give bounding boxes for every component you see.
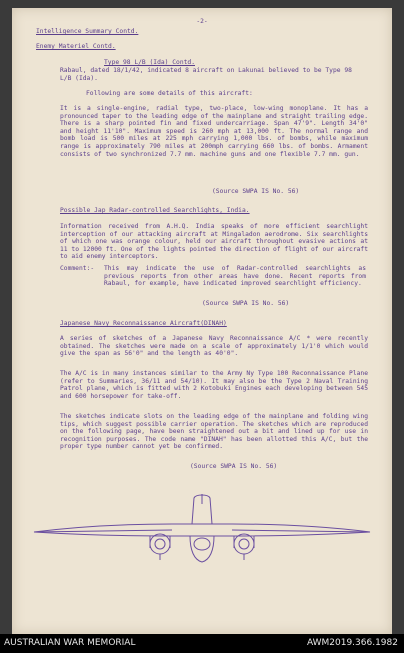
page-number: -2- <box>196 18 208 25</box>
archive-footer <box>0 634 404 653</box>
source-reference: (Source SWPA IS No. 56) <box>190 463 278 470</box>
document-page <box>12 8 392 634</box>
footer-accession-number: AWM2019.366.1982 <box>306 638 398 648</box>
details-lead-text: Following are some details of this aircraft: <box>86 90 253 97</box>
dinah-paragraph-1: A series of sketches of a Japanese Navy Reconnaissance A/C * were recently obtained. The sketches were made on a scale of approximately 1/1'0 which would give the span as 56'0" and the length as 40'0". <box>60 335 372 358</box>
searchlight-paragraph: Information received from A.H.Q. India speaks of more efficient searchlight interception of our attacking aircraft at Mingaladon aerodrome. Six searchlights of which one was orange colour, held our aircraft throughout evasive actions at 11 to 12000 ft. One of the lights pointed the direction of flight of our aircraft to aid enemy interceptors. <box>60 223 372 261</box>
comment-label: Comment:- <box>60 265 95 272</box>
aircraft-details-paragraph: It is a single-engine, radial type, two-place, low-wing monoplane. It has a pronounced taper to the leading edge of the mainplane and straight trailing edge. There is a sharp pointed fin and fixed undercarriage. Span 47'9". Length 34'0" and height 11'10". Maximum speed is 260 mph at 13,000 ft. The normal range and bomb load is 500 miles at 225 mph carrying 1,000 lbs. of bombs, while maximum range is approximately 790 miles at 200mph carrying 660 lbs. of bombs. Armament consists of two synchronized 7.7 mm. machine guns and one flexible 7.7 mm. gun. <box>60 105 372 158</box>
dinah-paragraph-2: The A/C is in many instances similar to the Army Ny Type 100 Reconnaissance Plane (refer to Summaries, 36/11 and 54/10). It may also be the Type 2 Naval Training Patrol plane, which is fitted with 2 Kotobuki Engines each developing between 545 and 600 horsepower for take-off. <box>60 370 372 400</box>
footer-institution: AUSTRALIAN WAR MEMORIAL <box>4 638 136 648</box>
section-title-dinah: Japanese Navy Reconnaissance Aircraft(DINAH) <box>60 320 227 327</box>
subsection-title-type98: Type 98 L/B (Ida) Contd. <box>104 59 195 66</box>
type98-intro-paragraph: Rabaul, dated 18/1/42, indicated 8 aircraft on Lakunai believed to be Type 98 L/B (Ida). <box>60 67 356 82</box>
source-reference: (Source SWPA IS No. 56) <box>202 300 290 307</box>
section-title-searchlights: Possible Jap Radar-controlled Searchlights, India. <box>60 207 250 214</box>
source-reference: (Source SWPA IS No. 56) <box>212 188 300 195</box>
comment-text: This may indicate the use of Radar-controlled searchlights as previous reports from other areas have done. Recent reports from Rabaul, for example, have indicated improved searchlight efficiency. <box>104 265 370 288</box>
dinah-paragraph-3: The sketches indicate slots on the leading edge of the mainplane and folding wing tips, which suggest possible carrier operation. The sketches which are reproduced on the following page, have been straightened out a bit and lined up for use in recognition purposes. The code name "DINAH" has been allotted this A/C, but the proper type number cannot yet be confirmed. <box>60 413 372 451</box>
aircraft-sketch <box>12 488 392 583</box>
section-title-enemy-materiel: Enemy Materiel Contd. <box>36 43 116 50</box>
header-title: Intelligence Summary Contd. <box>36 28 139 35</box>
